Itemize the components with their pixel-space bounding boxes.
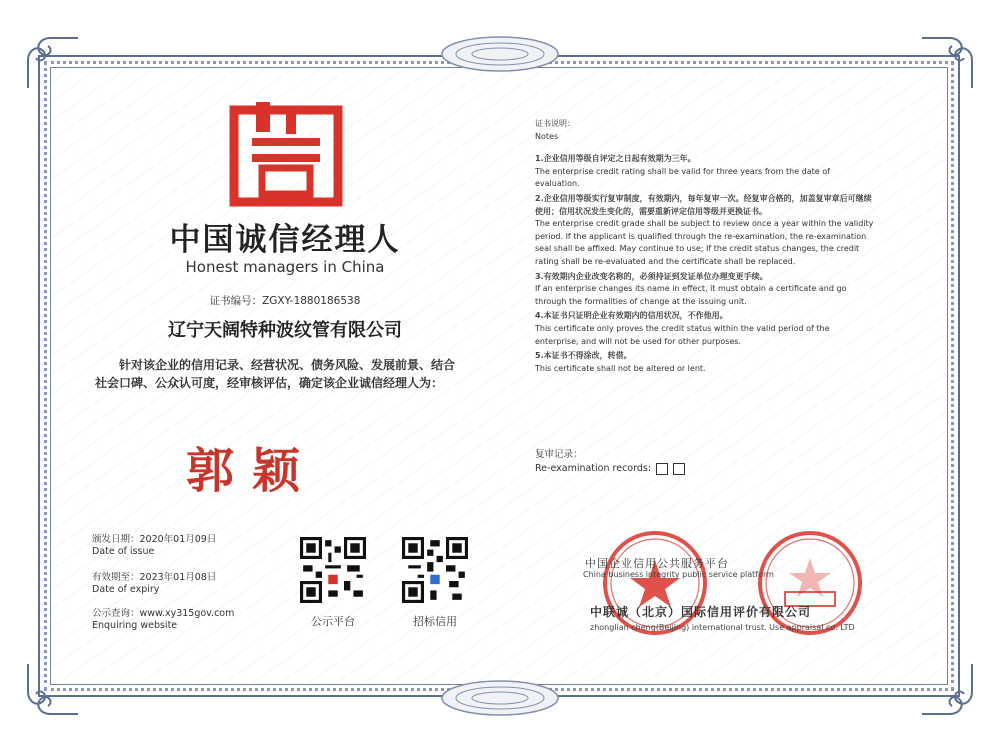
- note-4-en: This certificate only proves the credit status within the valid period of the enterprise, and will not be used for other purposes.: [535, 323, 830, 346]
- notes-heading-en: Notes: [535, 131, 559, 141]
- issue-date-cn: 颁发日期：2020年01月09日: [92, 534, 217, 545]
- issuer-platform-cn: 中国企业信用公共服务平台: [585, 557, 729, 570]
- note-1-cn: 1.企业信用等级自评定之日起有效期为三年。: [535, 154, 696, 164]
- qr-label-bidding: 招标信用: [413, 615, 457, 628]
- qr-code-icon[interactable]: [402, 537, 468, 603]
- note-2-cn: 2.企业信用等级实行复审制度，有效期内，每年复审一次。经复审合格的，加盖复审章后可继续使用；信用状况发生变化的，需要重新评定信用等级并更换证书。: [535, 193, 872, 216]
- qr-code-icon[interactable]: [300, 537, 366, 603]
- corner-ornament-icon: [20, 662, 80, 722]
- reexam-box: [673, 463, 685, 475]
- expiry-date-cn: 有效期至：2023年01月08日: [92, 572, 217, 583]
- official-seal-icon: [600, 528, 710, 638]
- bottom-ornament-icon: [440, 680, 560, 724]
- website-cn: 公示查询：www.xy315gov.com: [92, 608, 235, 619]
- note-3-en: If an enterprise changes its name in effect, it must obtain a certificate and go through the formalities of change at the issuing unit.: [535, 284, 847, 306]
- corner-ornament-icon: [20, 30, 80, 90]
- certificate-number: 证书编号：ZGXY-1880186538: [209, 295, 361, 307]
- note-2-en: The enterprise credit grade shall be subject to review once a year within the validity period. If the applicant is qualified through the re-examination, the re-examination seal shall be affixed. May continue to use; If the credit status changes, the credit rating shall be re-evaluated and the certificate shall be replaced.: [535, 219, 874, 266]
- certificate-notes: [535, 118, 875, 375]
- company-name: 辽宁天阔特种波纹管有限公司: [168, 320, 402, 341]
- note-3-cn: 3.有效期内企业改变名称的，必须持证到发证单位办理变更手续。: [535, 271, 768, 281]
- notes-heading-cn: 证书说明：: [535, 119, 575, 128]
- issue-date: [92, 534, 216, 558]
- website-en: Enquiring website: [92, 620, 178, 631]
- expiry-date-en: Date of expiry: [92, 584, 160, 595]
- reexamination-records: [535, 448, 685, 476]
- corner-ornament-icon: [920, 662, 980, 722]
- reexam-en: Re-examination records:: [535, 463, 652, 474]
- issuer-platform-en: China business integrity public service platform: [583, 570, 774, 579]
- corner-ornament-icon: [920, 30, 980, 90]
- top-ornament-icon: [440, 28, 560, 72]
- expiry-date: [92, 572, 216, 596]
- official-seal-icon: [755, 528, 865, 638]
- certificate-title-en: Honest managers in China: [185, 258, 385, 276]
- enquiry-website: [92, 608, 234, 632]
- holder-name: 郭颖: [186, 443, 319, 499]
- note-5-en: This certificate shall not be altered or lent.: [535, 363, 706, 373]
- certificate-description: 针对该企业的信用记录、经营状况、债务风险、发展前景、结合社会口碑、公众认可度，经审核评估，确定该企业诚信经理人为：: [95, 358, 456, 390]
- issuer-org-en: zhonglian cheng(Beijing) international trust. Use appraisal co. LTD: [590, 623, 855, 632]
- qr-label-platform: 公示平台: [311, 615, 355, 628]
- note-1-en: The enterprise credit rating shall be valid for three years from the date of evaluation.: [535, 166, 830, 189]
- issuer-org-cn: 中联诚（北京）国际信用评价有限公司: [590, 605, 812, 619]
- note-4-cn: 4.本证书只证明企业有效期内的信用状况，不作他用。: [535, 311, 728, 321]
- logo-seal-icon: [226, 100, 346, 210]
- note-5-cn: 5.本证书不得涂改，转借。: [535, 351, 632, 361]
- reexam-cn: 复审记录：: [535, 449, 583, 460]
- certificate-title-cn: 中国诚信经理人: [169, 222, 401, 258]
- issue-date-en: Date of issue: [92, 546, 155, 557]
- reexam-box: [656, 463, 668, 475]
